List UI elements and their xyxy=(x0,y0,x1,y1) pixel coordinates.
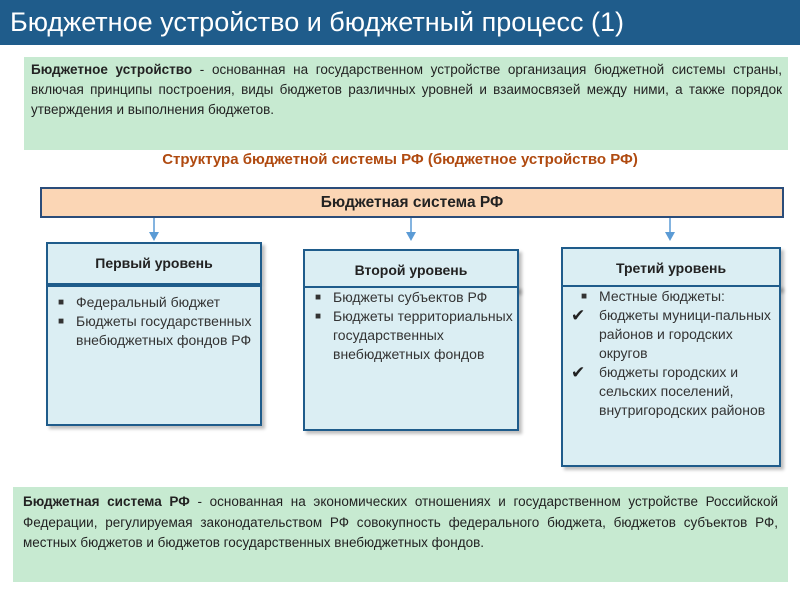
definition-term: Бюджетное устройство xyxy=(31,62,193,77)
checkmark-icon: ✔ xyxy=(571,363,586,382)
list-item: ✔ бюджеты городских и сельских поселений, внутригородских районов xyxy=(571,363,766,418)
level-2-body xyxy=(303,286,519,431)
square-bullet-icon: ■ xyxy=(315,311,322,322)
down-arrow-icon xyxy=(148,218,160,242)
level-3-header: Третий уровень xyxy=(561,247,781,290)
budget-system-definition xyxy=(13,487,788,582)
bottom-definition-text: - основанная на экономических отношениях и государственном устройстве Российской Федерации, регулируемая законодательством РФ совокупность федерального бюджета, бюджетов субъектов РФ, местных бюджетов и бюджетов государственных внебюджетных фондов. xyxy=(23,494,778,550)
square-bullet-icon: ■ xyxy=(58,316,65,327)
slide-title: Бюджетное устройство и бюджетный процесс (1) xyxy=(0,0,800,45)
level-3-body xyxy=(561,285,781,467)
down-arrow-icon xyxy=(664,218,676,242)
list-item: ■ Бюджеты субъектов РФ xyxy=(315,289,488,305)
diagram-subtitle: Структура бюджетной системы РФ (бюджетное устройство РФ) xyxy=(162,151,638,168)
list-item: ✔ бюджеты муници-пальных районов и городских округов xyxy=(571,306,771,361)
level-1-header: Первый уровень xyxy=(46,242,262,285)
list-item: ■ Местные бюджеты: xyxy=(581,288,725,304)
down-arrow-icon xyxy=(405,218,417,242)
level-2-header: Второй уровень xyxy=(303,249,519,292)
list-item: ■ Бюджеты государственных внебюджетных фондов РФ xyxy=(58,313,252,348)
budget-structure-definition xyxy=(24,57,788,150)
definition-text: - основанная на государственном устройстве организация бюджетной системы страны, включая принципы построения, виды бюджетов различных уровней и взаимосвязей между ними, а также порядок утверждения и выполнения бюджетов. xyxy=(31,62,782,117)
list-item: ■ Бюджеты территориальных государственных внебюджетных фондов xyxy=(315,308,513,362)
list-item: ■ Федеральный бюджет xyxy=(58,294,221,310)
square-bullet-icon: ■ xyxy=(315,292,322,303)
square-bullet-icon: ■ xyxy=(58,297,65,308)
square-bullet-icon: ■ xyxy=(581,291,588,302)
bottom-definition-term: Бюджетная система РФ xyxy=(23,494,190,509)
budget-system-box: Бюджетная система РФ xyxy=(40,187,784,218)
checkmark-icon: ✔ xyxy=(571,306,586,325)
level-1-body xyxy=(46,285,262,426)
